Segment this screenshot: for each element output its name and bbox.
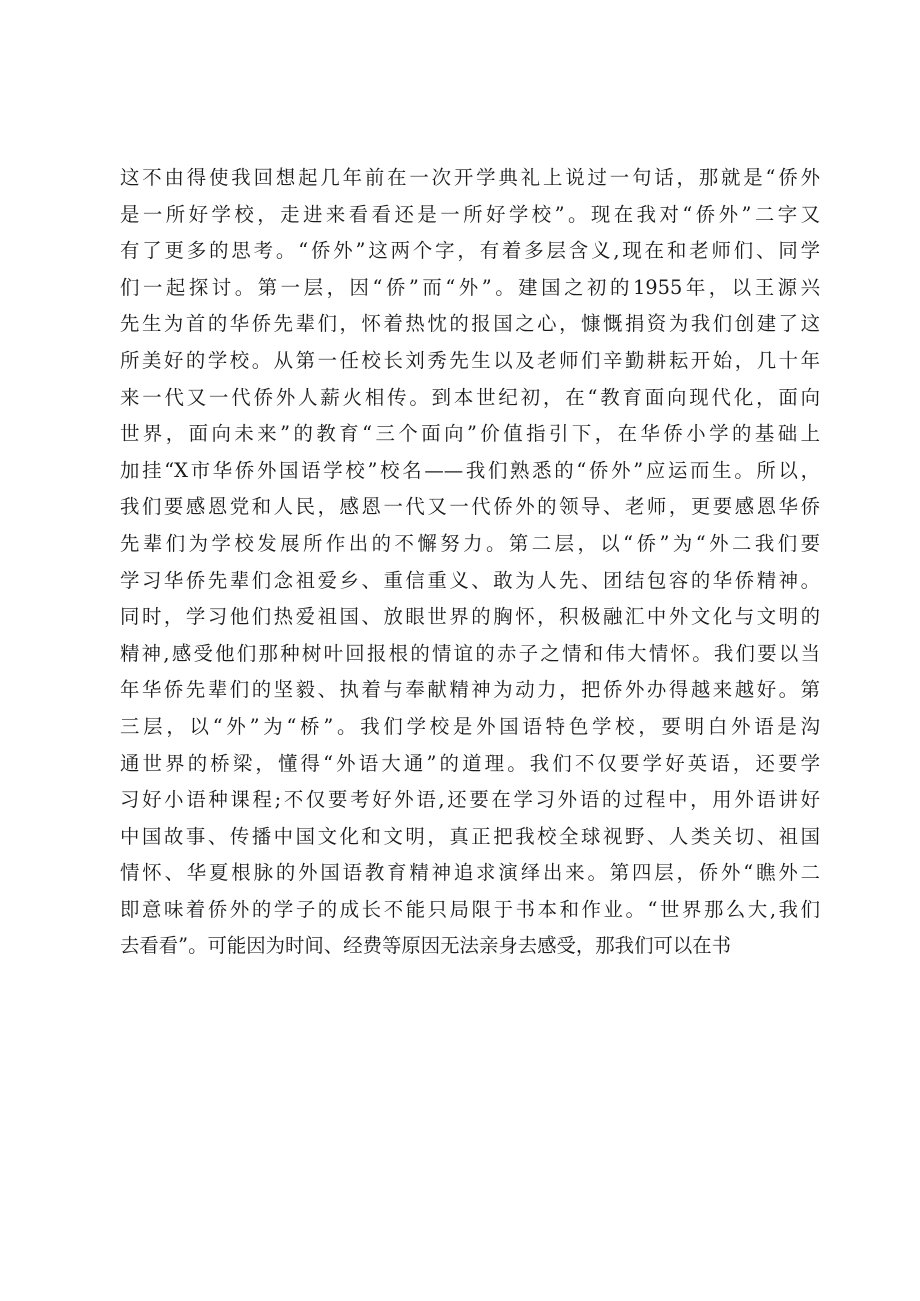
text-line: 这不由得使我回想起几年前在一次开学典礼上说过一句话，那就是“侨外 — [120, 166, 820, 189]
text-line: 来一代又一代侨外人薪火相传。到本世纪初，在“教育面向现代化，面向 — [120, 385, 820, 409]
text-line: 先生为首的华侨先辈们，怀着热忱的报国之心，慷慨捐资为我们创建了这 — [120, 312, 820, 336]
text-line: 情怀、华夏根脉的外国语教育精神追求演绎出来。第四层，侨外“瞧外二 — [120, 861, 820, 885]
text-line: 有了更多的思考。“侨外”这两个字，有着多层含义,现在和老师们、同学 — [120, 239, 820, 263]
text-line: 三层，以“外”为“桥”。我们学校是外国语特色学校，要明白外语是沟 — [120, 714, 820, 738]
text-line: 同时，学习他们热爱祖国、放眼世界的胸怀，积极融汇中外文化与文明的 — [120, 605, 820, 629]
text-line: 是一所好学校，走进来看看还是一所好学校”。现在我对“侨外”二字又 — [120, 202, 820, 226]
text-line: 年华侨先辈们的坚毅、执着与奉献精神为动力，把侨外办得越来越好。第 — [120, 678, 820, 702]
text-line: 我们要感恩党和人民，感恩一代又一代侨外的领导、老师，更要感恩华侨 — [120, 495, 820, 519]
text-line: 学习华侨先辈们念祖爱乡、重信重义、敢为人先、团结包容的华侨精神。 — [120, 568, 820, 592]
text-line: 世界，面向未来”的教育“三个面向”价值指引下，在华侨小学的基础上 — [120, 422, 820, 446]
text-line: 先辈们为学校发展所作出的不懈努力。第二层，以“侨”为“外二我们要 — [120, 531, 820, 555]
text-line: 即意味着侨外的学子的成长不能只局限于书本和作业。“世界那么大,我们 — [120, 897, 820, 921]
text-line: 去看看”。可能因为时间、经费等原因无法亲身去感受，那我们可以在书 — [120, 934, 732, 958]
text-line: 通世界的桥梁，懂得“外语大通”的道理。我们不仅要学好英语，还要学 — [120, 751, 820, 775]
text-line: 们一起探讨。第一层，因“侨”而“外”。建国之初的1955年，以王源兴 — [120, 275, 820, 299]
text-line: 中国故事、传播中国文化和文明，真正把我校全球视野、人类关切、祖国 — [120, 824, 820, 848]
text-line: 精神,感受他们那种树叶回报根的情谊的赤子之情和伟大情怀。我们要以当 — [120, 641, 820, 665]
text-line: 所美好的学校。从第一任校长刘秀先生以及老师们辛勤耕耘开始，几十年 — [120, 348, 820, 372]
text-line: 习好小语种课程;不仅要考好外语,还要在学习外语的过程中，用外语讲好 — [120, 788, 820, 812]
text-line: 加挂“X市华侨外国语学校”校名——我们熟悉的“侨外”应运而生。所以， — [120, 458, 820, 482]
document-body — [120, 160, 820, 965]
